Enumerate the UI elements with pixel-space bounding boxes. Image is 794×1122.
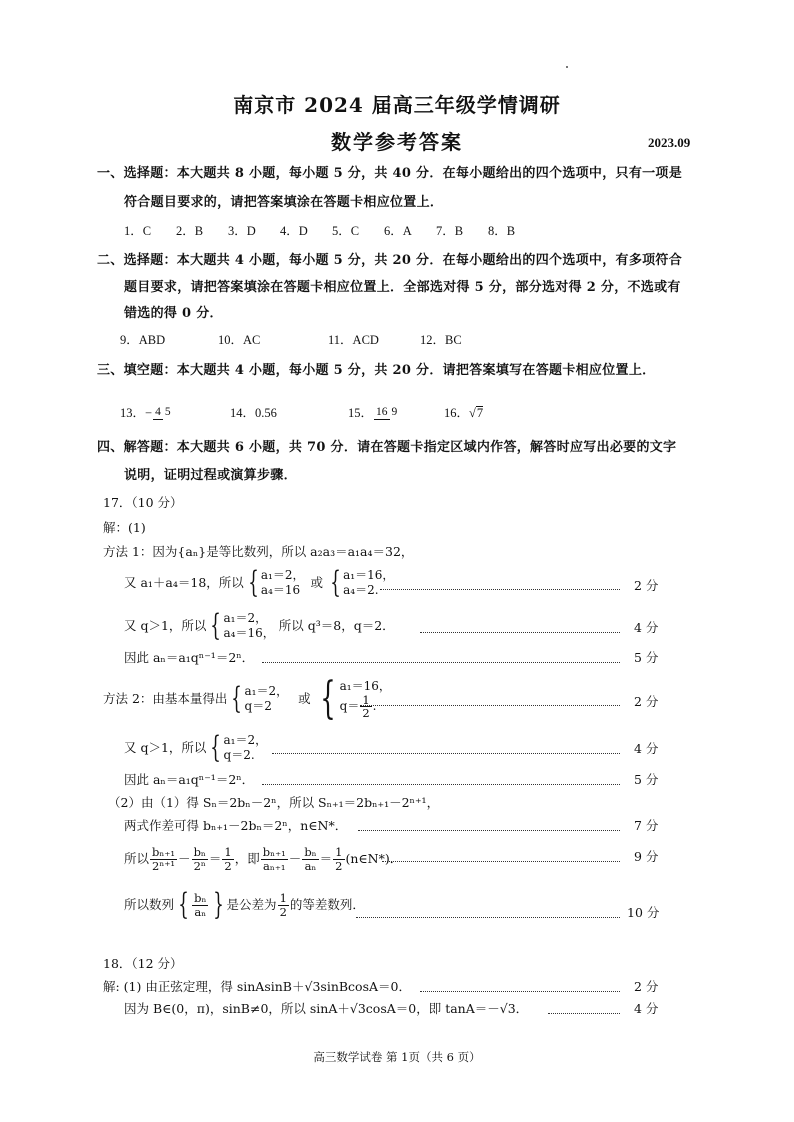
section4-heading-line2: 说明，证明过程或演算步骤．	[124, 468, 297, 483]
leader-dots	[548, 1013, 620, 1014]
page-footer: 高三数学试卷 第 1页（共 6 页）	[313, 1050, 481, 1064]
p17-method1-line1: 方法 1：因为{aₙ}是等比数列，所以 a₂a₃＝a₁a₄＝32，	[103, 544, 414, 559]
section1-heading-line2: 符合题目要求的，请把答案填涂在答题卡相应位置上．	[124, 195, 444, 210]
p17-part2-line3: 所以 $\frac{\text{bₙ₊₁}}{\text{2ⁿ⁺¹}}$ － $\frac{\text{bₙ}}{\text{2ⁿ}}$ ＝ $\frac{1}{2}$ ，即 $\frac{\text{bₙ₊₁}}{\text{aₙ₊₁}}$ － $\frac{\text{bₙ}}{\text{aₙ}}$ ＝ $\frac{1}{2}$ (n∈N*)．	[124, 845, 403, 873]
fraction: $\frac{\text{bₙ₊₁}}{\text{aₙ₊₁}}$	[262, 845, 286, 873]
problem17-title: 17．（10 分）	[103, 495, 183, 510]
fraction: $\frac{\text{bₙ}}{\text{2ⁿ}}$	[193, 845, 206, 873]
answer-4: 4．D	[280, 224, 308, 238]
p17-method1-line3: 又 q＞1，所以 { a₁＝2， a₄＝16， 所以 q³＝8，q＝2．	[124, 608, 395, 643]
score-label: 5 分	[634, 772, 659, 787]
leader-dots	[382, 861, 620, 862]
answer-8: 8．B	[488, 224, 516, 238]
p18-line2: 因为 B∈(0，π)，sinB≠0，所以 sinA＋√3cosA＝0，即 tanA＝－√3．	[124, 1001, 529, 1016]
case-brace: { a₁＝2， q＝2	[231, 681, 289, 716]
leader-dots	[358, 830, 620, 831]
section1-answers	[124, 225, 515, 238]
answer-11: 11．ACD	[328, 333, 379, 347]
case-brace: { a₁＝2， q＝2.	[210, 730, 268, 765]
answer-3: 3．D	[228, 224, 256, 238]
score-label: 7 分	[634, 818, 659, 833]
problem18-title: 18．（12 分）	[103, 956, 183, 971]
p17-method1-line4: 因此 aₙ＝a₁qⁿ⁻¹＝2ⁿ．	[124, 650, 255, 665]
leader-dots	[420, 632, 620, 633]
p17-method1-line2: 又 a₁＋a₄＝18，所以 { a₁＝2， a₄＝16 或 { a₁＝16， a₄＝2.	[124, 565, 395, 600]
answer-1: 1．C	[124, 224, 152, 238]
case-brace: { a₁＝2， a₄＝16	[248, 565, 305, 600]
p18-line1: 解: (1) 由正弦定理，得 sinAsinB＋√3sinBcosA＝0．	[103, 979, 411, 994]
section2-heading-line1: 二、选择题：本大题共 4 小题，每小题 5 分，共 20 分．在每小题给出的四个选项中，有多项符合	[97, 253, 683, 268]
score-label: 4 分	[634, 1001, 659, 1016]
score-label: 4 分	[634, 620, 659, 635]
score-label: 10 分	[627, 905, 660, 920]
score-label: 9 分	[634, 849, 659, 864]
leader-dots	[420, 991, 620, 992]
answer-7: 7．B	[436, 224, 464, 238]
fraction: $\frac{\text{bₙ₊₁}}{\text{2ⁿ⁺¹}}$	[152, 845, 176, 873]
answer-15: 15． 16 9	[348, 405, 398, 420]
score-label: 2 分	[634, 979, 659, 994]
sequence-set: { $\frac{\text{bₙ}}{\text{aₙ}}$ }	[178, 887, 225, 922]
score-label: 2 分	[634, 694, 659, 709]
answer-14: 14．0.56	[230, 405, 277, 420]
case-brace: { a₁＝16， a₄＝2.	[330, 565, 395, 600]
p17-method2-line3: 因此 aₙ＝a₁qⁿ⁻¹＝2ⁿ．	[124, 772, 255, 787]
problem17-part1-label: 解：(1)	[103, 520, 146, 535]
section2-heading-line3: 错选的得 0 分．	[124, 306, 223, 321]
score-label: 5 分	[634, 650, 659, 665]
section3-answers	[120, 396, 483, 430]
exam-title: 南京市 2024 届高三年级学情调研	[233, 93, 561, 117]
leader-dots	[356, 917, 620, 918]
fraction: $\frac{1}{2}$	[362, 692, 370, 720]
answer-6: 6．A	[384, 224, 412, 238]
section1-heading-line1: 一、选择题：本大题共 8 小题，每小题 5 分，共 40 分．在每小题给出的四个选项中，只有一项是	[97, 166, 683, 181]
leader-dots	[380, 589, 620, 590]
section4-heading-line1: 四、解答题：本大题共 6 小题，共 70 分．请在答题卡指定区域内作答，解答时应写出必要的文字	[97, 440, 677, 455]
case-brace: { a₁＝16， q＝ $\frac{1}{2}$ .	[319, 673, 391, 724]
answer-13: 13． − 4 5	[120, 405, 171, 420]
p17-part2-line1: （2）由（1）得 Sₙ＝2bₙ－2ⁿ，所以 Sₙ₊₁＝2bₙ₊₁－2ⁿ⁺¹，	[108, 795, 440, 810]
p17-part2-line2: 两式作差可得 bₙ₊₁－2bₙ＝2ⁿ，n∈N*．	[124, 818, 348, 833]
p17-method2-line2: 又 q＞1，所以 { a₁＝2， q＝2.	[124, 730, 268, 765]
answer-16: 16． √ 7	[444, 405, 484, 421]
fraction: $\frac{1}{2}$	[279, 891, 287, 919]
leader-dots	[262, 662, 620, 663]
answer-key-title: 数学参考答案	[331, 130, 463, 154]
fraction: 16 9	[376, 406, 398, 419]
answer-9: 9．ABD	[120, 333, 166, 347]
fraction: $\frac{1}{2}$	[335, 845, 343, 873]
leader-dots	[272, 753, 620, 754]
sqrt-sign: √	[469, 405, 476, 420]
exam-date: 2023.09	[648, 135, 691, 150]
case-brace: { a₁＝2， a₄＝16，	[210, 608, 275, 643]
section2-answers	[120, 334, 462, 347]
scan-speck	[566, 66, 568, 68]
answer-5: 5．C	[332, 224, 360, 238]
answer-12: 12．BC	[420, 333, 462, 347]
p17-part2-line4: 所以数列 { $\frac{\text{bₙ}}{\text{aₙ}}$ } 是公差为 $\frac{1}{2}$ 的等差数列．	[124, 887, 365, 922]
section2-heading-line2: 题目要求，请把答案填涂在答题卡相应位置上．全部选对得 5 分，部分选对得 2 分，不选或有	[124, 280, 681, 295]
score-label: 2 分	[634, 578, 659, 593]
score-label: 4 分	[634, 741, 659, 756]
leader-dots	[360, 705, 620, 706]
fraction: $\frac{1}{2}$	[224, 845, 232, 873]
answer-10: 10．AC	[218, 333, 261, 347]
leader-dots	[262, 784, 620, 785]
section3-heading: 三、填空题：本大题共 4 小题，每小题 5 分，共 20 分．请把答案填写在答题卡相应位置上．	[97, 363, 656, 378]
fraction: 4 5	[155, 406, 171, 419]
answer-2: 2．B	[176, 224, 204, 238]
p17-method2-line1: 方法 2：由基本量得出 { a₁＝2， q＝2 或 { a₁＝16， q＝ $\frac{1}{2}$ .	[103, 673, 391, 724]
fraction: $\frac{\text{bₙ}}{\text{aₙ}}$	[304, 845, 317, 873]
